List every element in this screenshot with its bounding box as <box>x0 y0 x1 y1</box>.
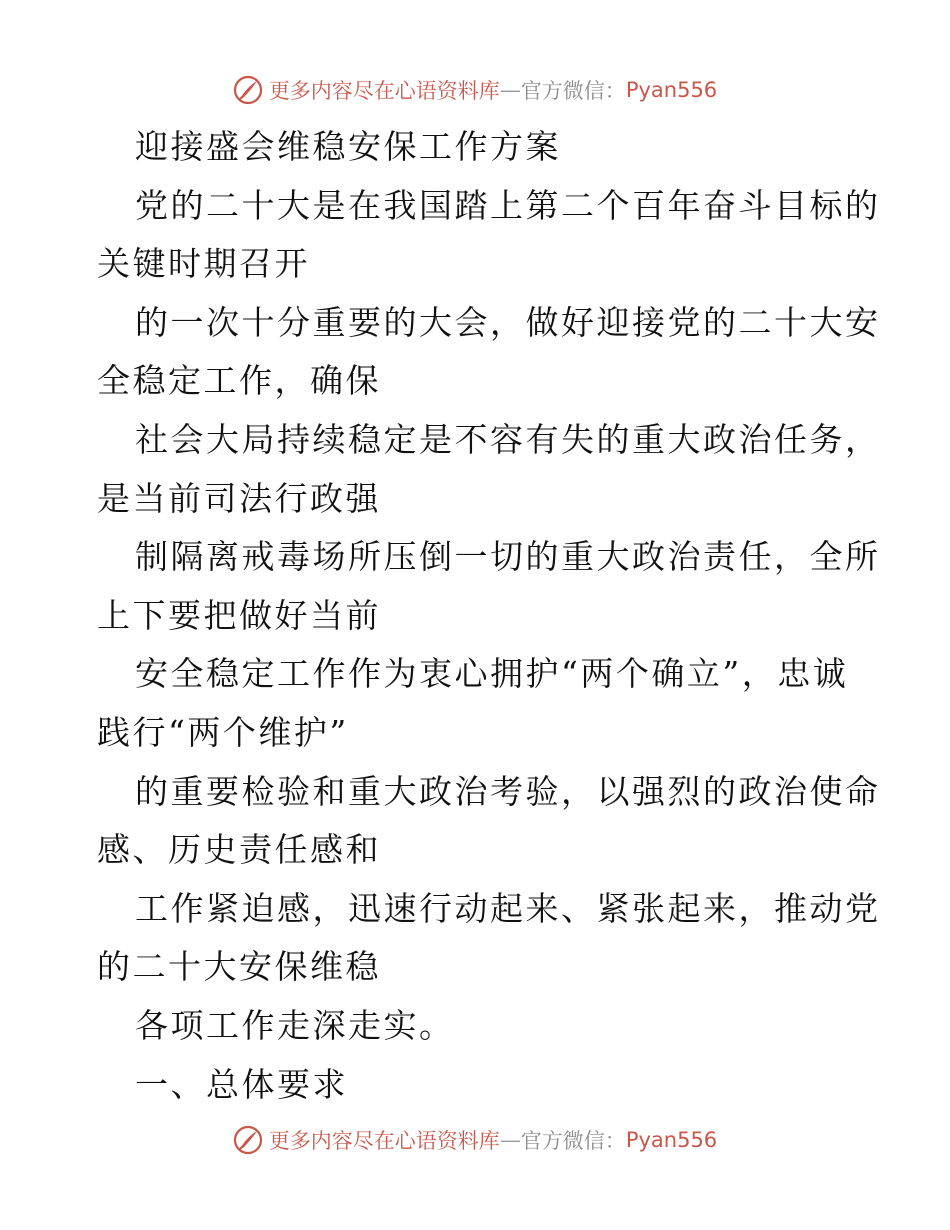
banner-site-text: 更多内容尽在心语资料库 <box>268 79 500 103</box>
paragraph-line: 全稳定工作，确保 <box>97 361 381 401</box>
banner-wechat-label: 官方微信： <box>520 79 626 103</box>
paragraph-line: 制隔离戒毒场所压倒一切的重大政治责任，全所 <box>135 537 881 577</box>
paragraph-line: 的二十大安保维稳 <box>97 947 381 987</box>
banner-wechat-id: Pyan556 <box>625 1128 718 1152</box>
banner-dash: — <box>499 1128 521 1152</box>
paragraph-line: 关键时期召开 <box>97 244 310 284</box>
paragraph-line: 党的二十大是在我国踏上第二个百年奋斗目标的 <box>135 185 881 225</box>
banner-wechat-id: Pyan556 <box>625 78 718 102</box>
paragraph-line: 上下要把做好当前 <box>97 595 381 635</box>
banner-site-text: 更多内容尽在心语资料库 <box>268 1129 500 1153</box>
paragraph-line: 感、历史责任感和 <box>97 830 381 870</box>
quill-logo-icon <box>233 1125 263 1155</box>
section-heading: 一、总体要求 <box>135 1064 348 1104</box>
banner-wechat-label: 官方微信： <box>520 1129 626 1153</box>
document-body <box>97 118 881 1114</box>
paragraph-line: 的重要检验和重大政治考验，以强烈的政治使命 <box>135 771 881 811</box>
banner-dash: — <box>499 78 521 102</box>
document-title: 迎接盛会维稳安保工作方案 <box>135 127 561 166</box>
header-watermark-banner <box>0 70 950 110</box>
paragraph-line: 的一次十分重要的大会，做好迎接党的二十大安 <box>135 302 881 342</box>
paragraph-line: 各项工作走深走实。 <box>135 1005 455 1045</box>
quill-logo-icon <box>233 75 263 105</box>
paragraph-line: 安全稳定工作作为衷心拥护“两个确立”，忠诚 <box>135 654 849 694</box>
paragraph-line: 是当前司法行政强 <box>97 478 381 518</box>
paragraph-line: 社会大局持续稳定是不容有失的重大政治任务， <box>135 419 881 459</box>
paragraph-line: 工作紧迫感，迅速行动起来、紧张起来，推动党 <box>135 888 881 928</box>
paragraph-line: 践行“两个维护” <box>97 712 349 752</box>
footer-watermark-banner <box>0 1120 950 1160</box>
